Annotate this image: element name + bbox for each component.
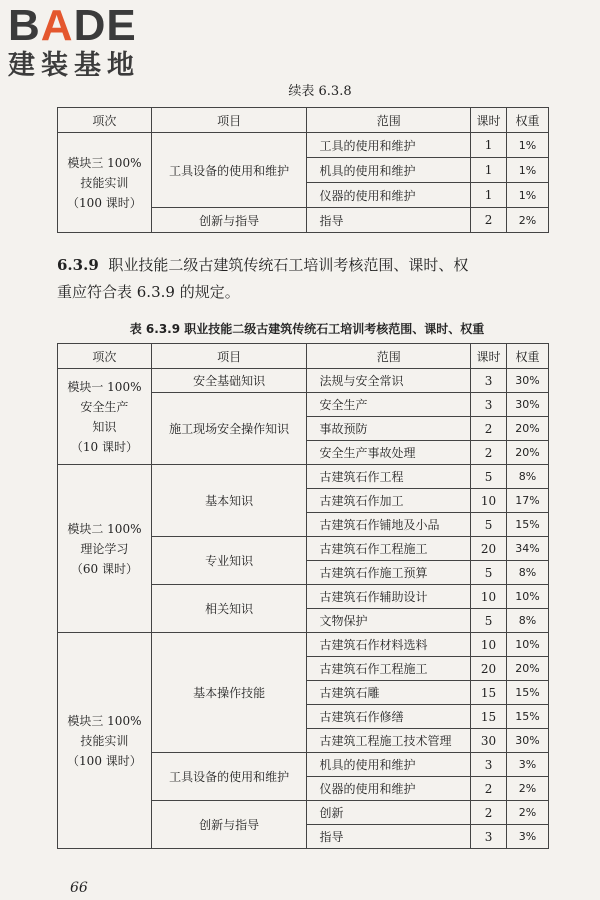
- weight-cell: 15%: [507, 681, 549, 705]
- hours-cell: 1: [471, 183, 507, 208]
- weight-cell: 8%: [507, 465, 549, 489]
- hours-cell: 15: [471, 705, 507, 729]
- clause-text-line2: 重应符合表 6.3.9 的规定。: [57, 283, 240, 301]
- hours-cell: 15: [471, 681, 507, 705]
- item-cell: 专业知识: [151, 537, 307, 585]
- range-cell: 文物保护: [307, 609, 471, 633]
- range-cell: 古建筑石作铺地及小品: [307, 513, 471, 537]
- weight-cell: 3%: [507, 825, 549, 849]
- weight-cell: 8%: [507, 561, 549, 585]
- range-cell: 古建筑工程施工技术管理: [307, 729, 471, 753]
- weight-cell: 2%: [507, 208, 549, 233]
- weight-cell: 15%: [507, 705, 549, 729]
- weight-cell: 1%: [507, 183, 549, 208]
- item-cell: 创新与指导: [151, 801, 307, 849]
- range-cell: 创新: [307, 801, 471, 825]
- module-cell: 模块三 100% 技能实训 （100 课时）: [58, 633, 152, 849]
- hours-cell: 20: [471, 537, 507, 561]
- hours-cell: 30: [471, 729, 507, 753]
- hours-cell: 2: [471, 777, 507, 801]
- hours-cell: 20: [471, 657, 507, 681]
- page-number: 66: [70, 880, 88, 896]
- table-header-row: [58, 108, 549, 133]
- weight-cell: 34%: [507, 537, 549, 561]
- hours-cell: 5: [471, 465, 507, 489]
- publisher-logo: [8, 1, 140, 82]
- item-cell: 基本操作技能: [151, 633, 307, 753]
- range-cell: 古建筑石作工程: [307, 465, 471, 489]
- logo-chinese-text: 建装基地: [8, 50, 140, 81]
- range-cell: 古建筑石作修缮: [307, 705, 471, 729]
- module-cell: 模块二 100% 理论学习 （60 课时）: [58, 465, 152, 633]
- weight-cell: 30%: [507, 393, 549, 417]
- weight-cell: 30%: [507, 369, 549, 393]
- hours-cell: 5: [471, 609, 507, 633]
- item-cell: 创新与指导: [151, 208, 307, 233]
- header-hours: 课时: [471, 344, 507, 369]
- hours-cell: 1: [471, 133, 507, 158]
- range-cell: 古建筑石作施工预算: [307, 561, 471, 585]
- logo-wordmark: BADE: [8, 1, 137, 50]
- hours-cell: 2: [471, 801, 507, 825]
- table-header-row: [58, 344, 549, 369]
- module-cell: 模块三 100% 技能实训 （100 课时）: [58, 133, 152, 233]
- header-item: 项目: [151, 108, 307, 133]
- range-cell: 古建筑石作辅助设计: [307, 585, 471, 609]
- range-cell: 古建筑石雕: [307, 681, 471, 705]
- weight-cell: 8%: [507, 609, 549, 633]
- header-item-no: 项次: [58, 344, 152, 369]
- weight-cell: 10%: [507, 585, 549, 609]
- header-hours: 课时: [471, 108, 507, 133]
- hours-cell: 10: [471, 489, 507, 513]
- table-row: [58, 633, 549, 657]
- hours-cell: 3: [471, 369, 507, 393]
- header-weight: 权重: [507, 108, 549, 133]
- hours-cell: 5: [471, 513, 507, 537]
- weight-cell: 10%: [507, 633, 549, 657]
- clause-number: 6.3.9: [57, 256, 99, 274]
- header-item-no: 项次: [58, 108, 152, 133]
- item-cell: 安全基础知识: [151, 369, 307, 393]
- hours-cell: 5: [471, 561, 507, 585]
- range-cell: 法规与安全常识: [307, 369, 471, 393]
- hours-cell: 3: [471, 825, 507, 849]
- header-range: 范围: [307, 108, 471, 133]
- range-cell: 古建筑石作加工: [307, 489, 471, 513]
- range-cell: 仪器的使用和维护: [307, 183, 471, 208]
- table1-caption: 续表 6.3.8: [288, 84, 352, 99]
- hours-cell: 2: [471, 208, 507, 233]
- clause-text-line1: 职业技能二级古建筑传统石工培训考核范围、课时、权: [108, 256, 469, 274]
- weight-cell: 17%: [507, 489, 549, 513]
- table-6-3-8-continued: [57, 107, 549, 233]
- weight-cell: 15%: [507, 513, 549, 537]
- item-cell: 工具设备的使用和维护: [151, 753, 307, 801]
- weight-cell: 1%: [507, 158, 549, 183]
- hours-cell: 10: [471, 633, 507, 657]
- hours-cell: 2: [471, 441, 507, 465]
- range-cell: 工具的使用和维护: [307, 133, 471, 158]
- weight-cell: 20%: [507, 657, 549, 681]
- weight-cell: 20%: [507, 417, 549, 441]
- hours-cell: 2: [471, 417, 507, 441]
- weight-cell: 30%: [507, 729, 549, 753]
- hours-cell: 10: [471, 585, 507, 609]
- range-cell: 古建筑石作材料选料: [307, 633, 471, 657]
- hours-cell: 3: [471, 753, 507, 777]
- range-cell: 仪器的使用和维护: [307, 777, 471, 801]
- header-range: 范围: [307, 344, 471, 369]
- weight-cell: 2%: [507, 801, 549, 825]
- weight-cell: 20%: [507, 441, 549, 465]
- clause-paragraph: [57, 252, 557, 306]
- range-cell: 指导: [307, 825, 471, 849]
- header-weight: 权重: [507, 344, 549, 369]
- weight-cell: 1%: [507, 133, 549, 158]
- item-cell: 施工现场安全操作知识: [151, 393, 307, 465]
- table-row: [58, 369, 549, 393]
- module-cell: 模块一 100% 安全生产 知识 （10 课时）: [58, 369, 152, 465]
- hours-cell: 3: [471, 393, 507, 417]
- weight-cell: 3%: [507, 753, 549, 777]
- range-cell: 指导: [307, 208, 471, 233]
- range-cell: 安全生产: [307, 393, 471, 417]
- range-cell: 安全生产事故处理: [307, 441, 471, 465]
- table2-caption: 表 6.3.9 职业技能二级古建筑传统石工培训考核范围、课时、权重: [129, 322, 485, 336]
- weight-cell: 2%: [507, 777, 549, 801]
- table-6-3-9: [57, 343, 549, 849]
- range-cell: 古建筑石作工程施工: [307, 657, 471, 681]
- item-cell: 工具设备的使用和维护: [151, 133, 307, 208]
- item-cell: 相关知识: [151, 585, 307, 633]
- hours-cell: 1: [471, 158, 507, 183]
- range-cell: 机具的使用和维护: [307, 158, 471, 183]
- table-row: [58, 465, 549, 489]
- range-cell: 机具的使用和维护: [307, 753, 471, 777]
- range-cell: 事故预防: [307, 417, 471, 441]
- item-cell: 基本知识: [151, 465, 307, 537]
- table-row: [58, 133, 549, 158]
- range-cell: 古建筑石作工程施工: [307, 537, 471, 561]
- header-item: 项目: [151, 344, 307, 369]
